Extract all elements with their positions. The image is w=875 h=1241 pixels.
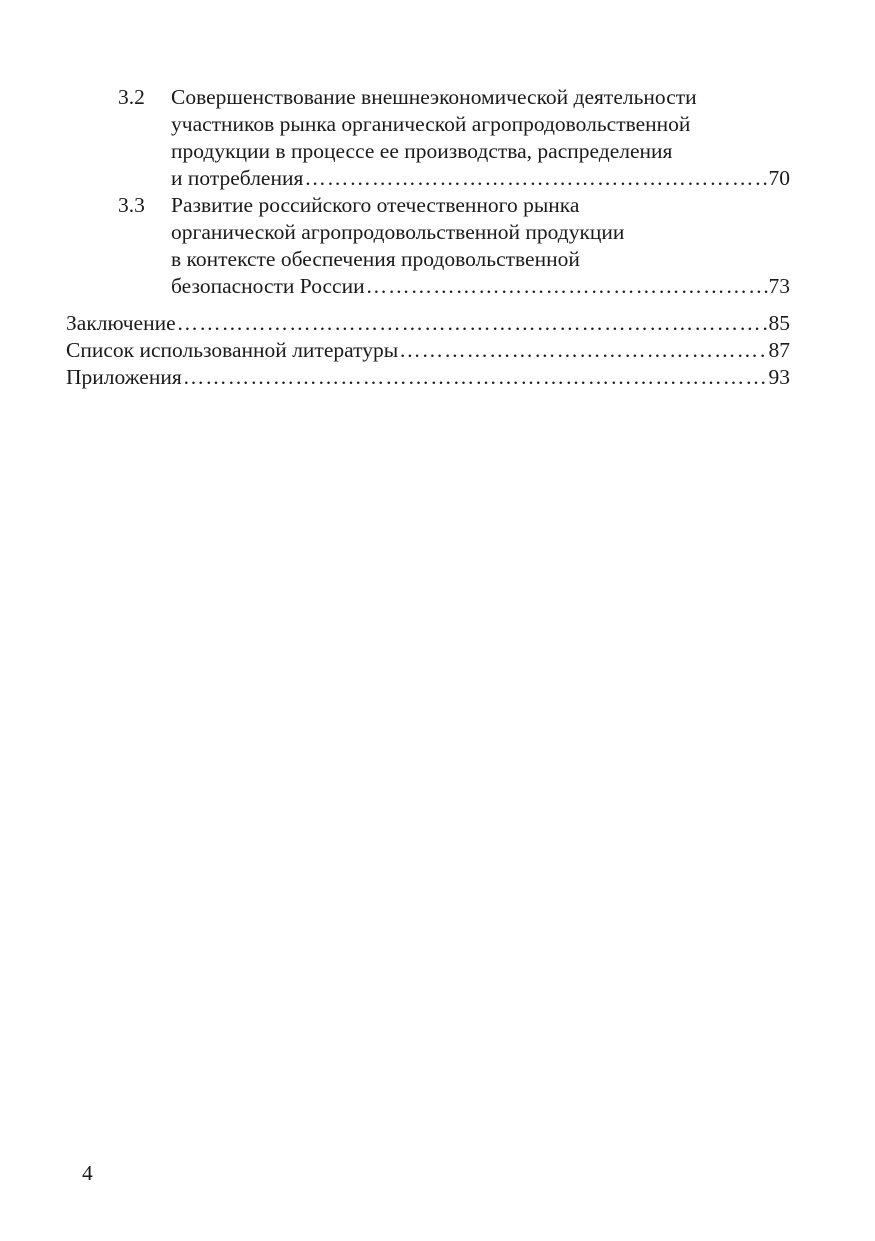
title-line: в контексте обеспечения продовольственной	[171, 247, 580, 271]
entry-title: Заключение	[66, 311, 176, 335]
section-title	[171, 84, 790, 192]
title-last-line	[171, 273, 790, 300]
page-reference: 73	[768, 274, 790, 298]
section-title	[171, 192, 790, 300]
page-number: 4	[82, 1161, 93, 1185]
page-reference: 85	[768, 311, 790, 335]
title-line: Совершенствование внешнеэкономической деятельности	[171, 85, 697, 109]
section-number: 3.3	[118, 193, 145, 217]
dot-leader	[399, 337, 767, 364]
title-line: Развитие российского отечественного рынка	[171, 193, 580, 217]
dot-leader	[177, 310, 768, 337]
title-line: органической агропродовольственной продукции	[171, 220, 625, 244]
toc-entry-references	[66, 337, 790, 364]
entry-title: Список использованной литературы	[66, 338, 399, 362]
title-last-line	[171, 165, 790, 192]
title-line: и потребления	[171, 166, 304, 190]
toc-entry-3-2	[66, 84, 790, 192]
dot-leader	[366, 273, 768, 300]
dot-leader	[183, 364, 768, 391]
section-number: 3.2	[118, 85, 145, 109]
entry-title: Приложения	[66, 365, 182, 389]
toc-entry-appendices	[66, 364, 790, 391]
title-line: безопасности России	[171, 274, 365, 298]
title-line: продукции в процессе ее производства, распределения	[171, 139, 673, 163]
toc-entry-conclusion	[66, 310, 790, 337]
page-reference: 70	[768, 166, 790, 190]
dot-leader	[304, 165, 767, 192]
title-line: участников рынка органической агропродовольственной	[171, 112, 691, 136]
page-reference: 87	[768, 338, 790, 362]
table-of-contents	[66, 84, 790, 391]
page-reference: 93	[768, 365, 790, 389]
toc-entry-3-3	[66, 192, 790, 300]
top-level-entries	[66, 310, 790, 391]
